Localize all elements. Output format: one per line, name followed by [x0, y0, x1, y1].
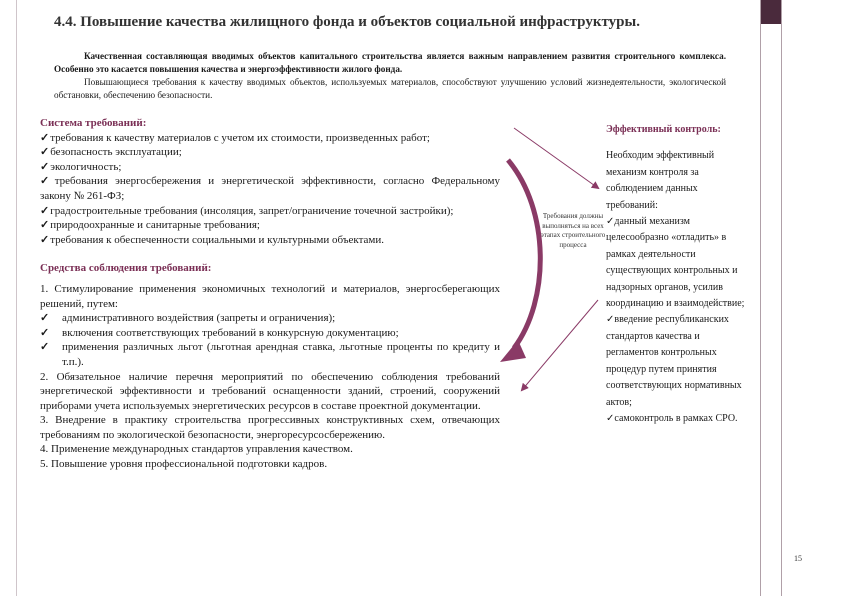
means-item-2: 2. Обязательное наличие перечня мероприятий по обеспечению соблюдения требований энергетической эффективности и требований оснащенности зданий, строений, сооружений приборами учета используемых энергетических ресурсов в составе проектной документации. [40, 370, 500, 412]
curved-arrow-head-icon [500, 340, 526, 362]
means-item-1: 1. Стимулирование применения экономичных технологий и материалов, энергосберегающих решений, путем: [40, 282, 500, 310]
control-heading: Эффективный контроль: [606, 124, 721, 135]
list-item: ✓введение республиканских стандартов качества и регламентов контрольных процедур путем принятия соответствующих нормативных актов; [606, 314, 742, 408]
list-item: ✓безопасность эксплуатации; [40, 146, 182, 159]
list-item: ✓требования к качеству материалов с учетом их стоимости, произведенных работ; [40, 131, 430, 144]
list-item: ✓требования энергосбережения и энергетической эффективности, согласно Федеральному закону № 261-ФЗ; [40, 175, 501, 202]
check-icon: ✓ [40, 219, 50, 232]
check-icon: ✓ [40, 326, 50, 339]
check-icon: ✓ [40, 204, 50, 217]
check-icon: ✓ [40, 175, 54, 188]
check-icon: ✓ [606, 216, 615, 228]
means-heading: Средства соблюдения требований: [40, 262, 212, 275]
list-item: ✓данный механизм целесообразно «отладить» в рамках деятельности существующих контрольных и надзорных органов, усилив координацию и взаимодействие; [606, 216, 745, 310]
intro-paragraph-2: Повышающиеся требования к качеству вводимых объектов, используемых материалов, способствуют улучшению условий жизнедеятельности, экологической обстановки, обеспечению безопасности. [54, 77, 726, 100]
check-icon: ✓ [606, 412, 615, 424]
list-item: ✓природоохранные и санитарные требования; [40, 219, 260, 232]
list-item: ✓экологичность; [40, 160, 122, 173]
page-title: 4.4. Повышение качества жилищного фонда и объектов социальной инфраструктуры. [54, 14, 640, 30]
page-number: 15 [794, 554, 802, 563]
means-item-3: 3. Внедрение в практику строительства прогрессивных конструктивных схем, отвечающих требованиям по экологической безопасности, энергоресурсосбережению. [40, 414, 500, 441]
requirements-heading: Система требований: [40, 117, 147, 129]
list-item: ✓градостроительные требования (инсоляция, запрет/ограничение точечной застройки); [40, 204, 454, 217]
check-icon: ✓ [40, 160, 50, 173]
check-icon: ✓ [40, 131, 50, 144]
check-icon: ✓ [40, 312, 50, 325]
means-item-5: 5. Повышение уровня профессиональной подготовки кадров. [40, 458, 328, 471]
check-icon: ✓ [40, 233, 50, 246]
means-subitem: ✓ включения соответствующих требований в конкурсную документацию; [40, 326, 399, 339]
means-item-4: 4. Применение международных стандартов управления качеством. [40, 443, 353, 456]
list-item: ✓требования к обеспеченности социальными и культурными объектами. [40, 233, 385, 246]
control-intro: Необходим эффективный механизм контроля за соблюдением данных требований: [606, 150, 715, 211]
list-item: ✓самоконтроль в рамках СРО. [606, 412, 738, 424]
check-icon: ✓ [606, 314, 615, 326]
intro-paragraph-1: Качественная составляющая вводимых объектов капитального строительства является важным направлением развития строительного комплекса. Особенно это касается повышения качества и энергоэффективности жилого фонда. [54, 51, 726, 74]
curved-arrow-icon [508, 160, 540, 348]
check-icon: ✓ [40, 341, 50, 354]
check-icon: ✓ [40, 146, 50, 159]
means-subitem: ✓ административного воздействия (запреты и ограничения); [40, 312, 336, 325]
arrow-to-control [514, 128, 598, 188]
means-subitem: ✓ применения различных льгот (льготная арендная ставка, льготные проценты по кредиту и т.п.). [40, 341, 500, 368]
middle-note: Требования должны выполняться на всех этапах строительного процесса [540, 212, 606, 249]
